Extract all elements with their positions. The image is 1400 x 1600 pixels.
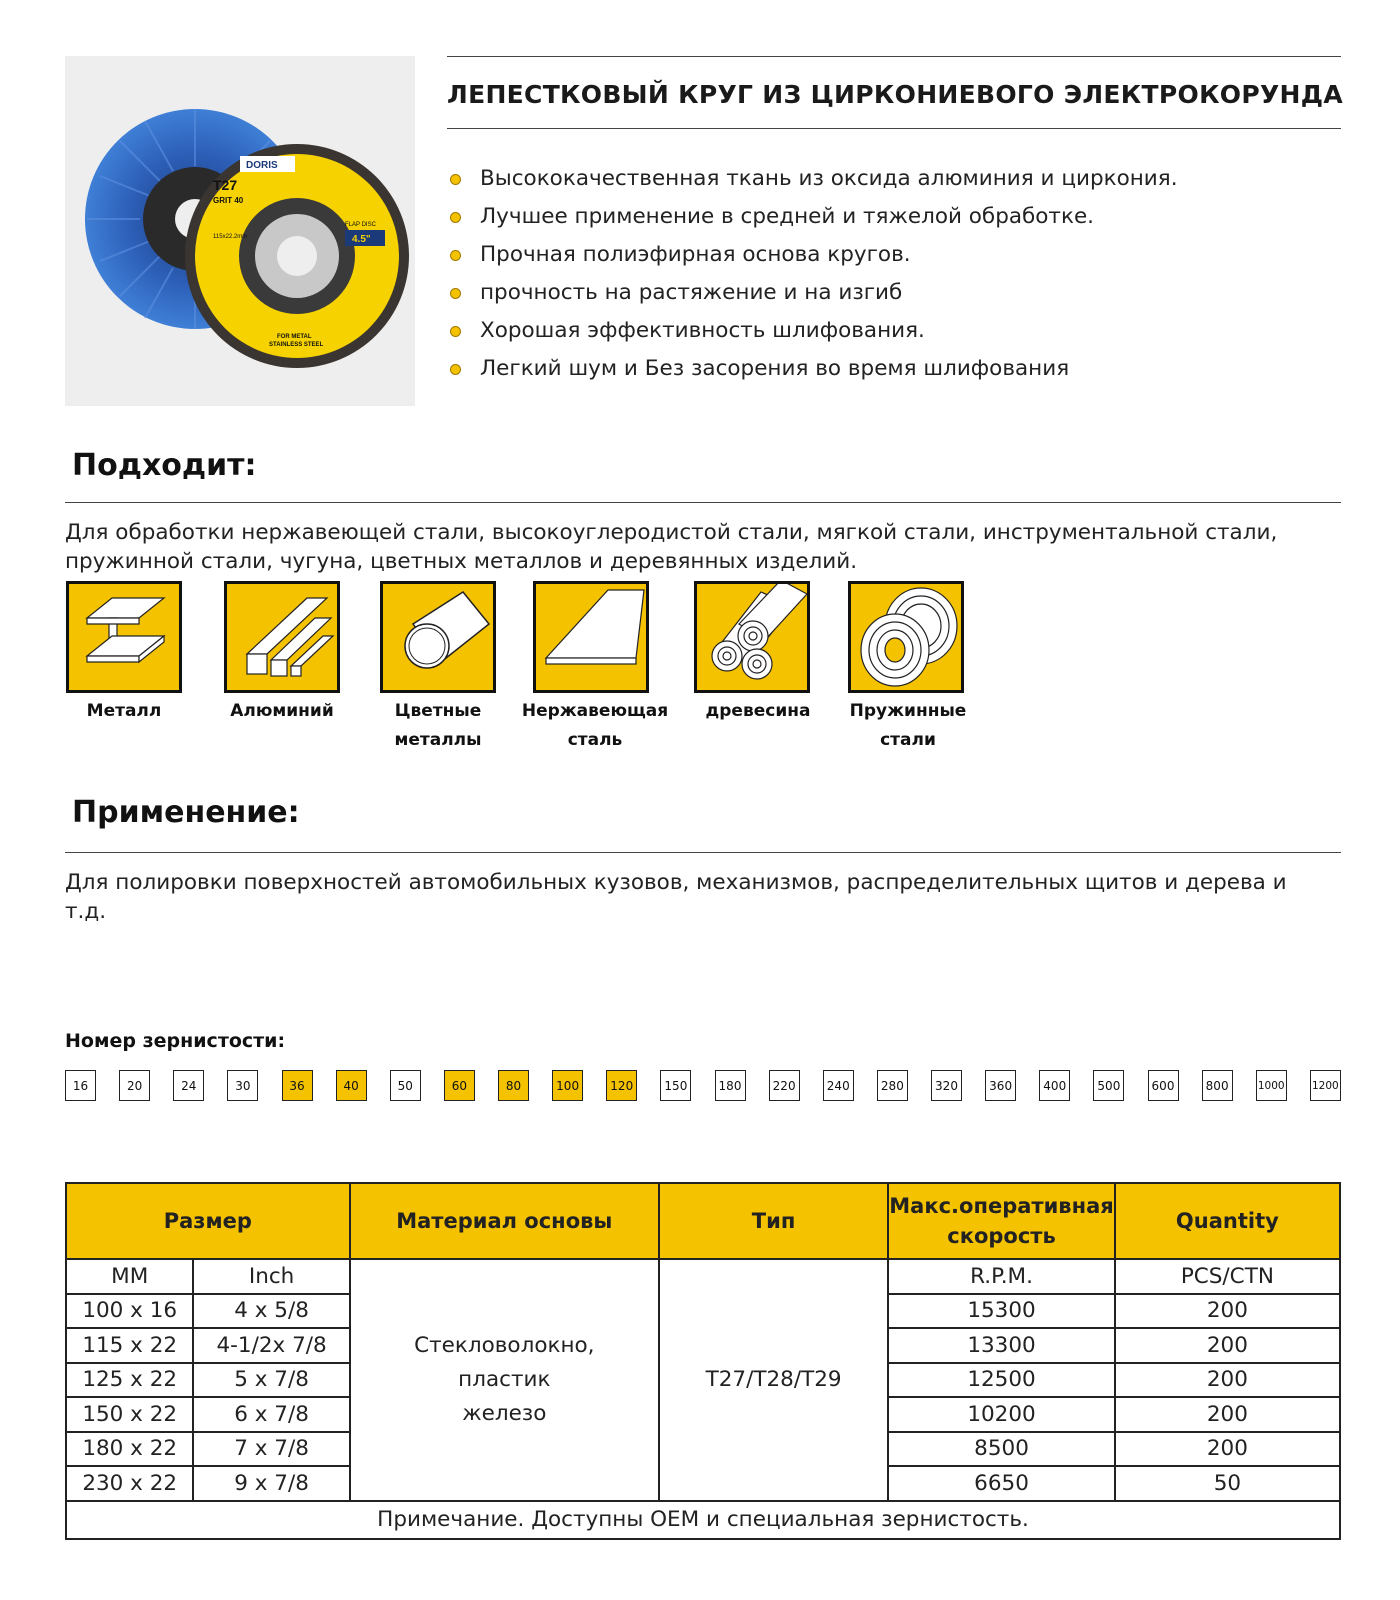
application-title: Применение: (72, 795, 300, 830)
grit-220: 220 (769, 1070, 800, 1101)
grit-600: 600 (1148, 1070, 1179, 1101)
cell-inch: 9 x 7/8 (193, 1466, 349, 1501)
cell-inch: 4-1/2x 7/8 (193, 1328, 349, 1363)
feature-list (450, 160, 1178, 388)
cell-mm: 150 x 22 (66, 1397, 193, 1432)
header-speed: Макс.оперативная скорость (888, 1183, 1114, 1259)
cell-qty: 200 (1115, 1363, 1340, 1398)
feature-item (450, 160, 1178, 198)
cell-mm: 230 x 22 (66, 1466, 193, 1501)
grit-400: 400 (1039, 1070, 1070, 1101)
cell-inch: 6 x 7/8 (193, 1397, 349, 1432)
feature-text: Прочная полиэфирная основа кругов. (480, 242, 911, 267)
material-label-metal: Металл (86, 701, 162, 721)
grit-36: 36 (282, 1070, 313, 1101)
i-beam-icon (66, 581, 182, 693)
feature-text: Высококачественная ткань из оксида алюминия и циркония. (480, 166, 1178, 191)
unit-rpm: R.P.M. (888, 1259, 1114, 1294)
cell-inch: 7 x 7/8 (193, 1432, 349, 1467)
grit-list (65, 1070, 1341, 1101)
grit-120: 120 (606, 1070, 637, 1101)
bullet-icon (450, 326, 461, 337)
svg-text:4.5": 4.5" (352, 234, 371, 245)
suitable-text-line2: пружинной стали, чугуна, цветных металлов и деревянных изделий. (65, 549, 858, 574)
cell-rpm: 13300 (888, 1328, 1114, 1363)
grit-40: 40 (336, 1070, 367, 1101)
spec-table (65, 1182, 1341, 1540)
unit-inch: Inch (193, 1259, 349, 1294)
cell-rpm: 15300 (888, 1294, 1114, 1329)
application-text-line1: Для полировки поверхностей автомобильных кузовов, механизмов, распределительных щитов и дерева и (65, 870, 1287, 895)
grit-100: 100 (552, 1070, 583, 1101)
cell-rpm: 12500 (888, 1363, 1114, 1398)
svg-text:STAINLESS STEEL: STAINLESS STEEL (269, 342, 324, 348)
bullet-icon (450, 288, 461, 299)
cell-mm: 100 x 16 (66, 1294, 193, 1329)
pipe-icon (380, 581, 496, 693)
grit-800: 800 (1202, 1070, 1233, 1101)
material-label-spring-steel: Пружинные стали (849, 701, 967, 750)
suitable-divider (65, 502, 1341, 503)
grit-150: 150 (660, 1070, 691, 1101)
product-image (65, 56, 415, 406)
header-size: Размер (66, 1183, 350, 1259)
table-note: Примечание. Доступны OEM и специальная зернистость. (66, 1501, 1340, 1539)
feature-text: Легкий шум и Без засорения во время шлифования (480, 356, 1070, 381)
svg-text:FOR METAL: FOR METAL (277, 334, 312, 340)
grit-500: 500 (1093, 1070, 1124, 1101)
grit-240: 240 (823, 1070, 854, 1101)
header-material: Материал основы (350, 1183, 659, 1259)
svg-text:115x22.2mm: 115x22.2mm (213, 234, 248, 240)
feature-item (450, 236, 1178, 274)
material-cell: Стекловолокно, пластик железо (350, 1259, 659, 1501)
product-title: ЛЕПЕСТКОВЫЙ КРУГ ИЗ ЦИРКОНИЕВОГО ЭЛЕКТРОКОРУНДА (447, 80, 1343, 109)
cell-mm: 125 x 22 (66, 1363, 193, 1398)
feature-text: Лучшее применение в средней и тяжелой обработке. (480, 204, 1094, 229)
grit-16: 16 (65, 1070, 96, 1101)
header-bottom-divider (447, 128, 1341, 129)
suitable-text-line1: Для обработки нержавеющей стали, высокоуглеродистой стали, мягкой стали, инструментальной стали, (65, 520, 1278, 545)
cell-qty: 200 (1115, 1432, 1340, 1467)
unit-pcs: PCS/CTN (1115, 1259, 1340, 1294)
grit-title: Номер зернистости: (65, 1030, 286, 1052)
grit-80: 80 (498, 1070, 529, 1101)
grit-30: 30 (227, 1070, 258, 1101)
cell-mm: 115 x 22 (66, 1328, 193, 1363)
unit-mm: MM (66, 1259, 193, 1294)
feature-text: Хорошая эффективность шлифования. (480, 318, 925, 343)
material-label-nonferrous: Цветные металлы (394, 701, 482, 750)
type-cell: T27/T28/T29 (659, 1259, 888, 1501)
cell-rpm: 6650 (888, 1466, 1114, 1501)
cell-qty: 200 (1115, 1328, 1340, 1363)
feature-item (450, 274, 1178, 312)
feature-item (450, 198, 1178, 236)
grit-180: 180 (715, 1070, 746, 1101)
cell-inch: 5 x 7/8 (193, 1363, 349, 1398)
steel-sheet-icon (533, 581, 649, 693)
header-type: Тип (659, 1183, 888, 1259)
material-label-wood: древесина (705, 701, 811, 721)
bullet-icon (450, 174, 461, 185)
cell-inch: 4 x 5/8 (193, 1294, 349, 1329)
flap-disc-illustration (65, 56, 415, 406)
grit-20: 20 (119, 1070, 150, 1101)
feature-item (450, 350, 1178, 388)
header-top-divider (447, 56, 1341, 57)
bullet-icon (450, 364, 461, 375)
grit-24: 24 (173, 1070, 204, 1101)
steel-coil-icon (848, 581, 964, 693)
cell-rpm: 10200 (888, 1397, 1114, 1432)
feature-text: прочность на растяжение и на изгиб (480, 280, 903, 305)
svg-text:T27: T27 (213, 177, 238, 193)
wood-logs-icon (694, 581, 810, 693)
suitable-title: Подходит: (72, 448, 257, 483)
grit-360: 360 (985, 1070, 1016, 1101)
aluminum-profile-icon (224, 581, 340, 693)
grit-50: 50 (390, 1070, 421, 1101)
cell-rpm: 8500 (888, 1432, 1114, 1467)
svg-text:DORIS: DORIS (246, 160, 278, 171)
material-label-aluminum: Алюминий (230, 701, 334, 721)
grit-280: 280 (877, 1070, 908, 1101)
cell-qty: 200 (1115, 1397, 1340, 1432)
svg-text:FLAP DISC: FLAP DISC (345, 222, 376, 228)
cell-qty: 50 (1115, 1466, 1340, 1501)
cell-qty: 200 (1115, 1294, 1340, 1329)
bullet-icon (450, 212, 461, 223)
application-text-line2: т.д. (65, 899, 107, 924)
grit-1000: 1000 (1256, 1070, 1287, 1101)
grit-1200: 1200 (1310, 1070, 1341, 1101)
grit-320: 320 (931, 1070, 962, 1101)
material-label-stainless: Нержавеющая сталь (521, 701, 669, 750)
feature-item (450, 312, 1178, 350)
grit-60: 60 (444, 1070, 475, 1101)
header-quantity: Quantity (1115, 1183, 1340, 1259)
svg-text:GRIT 40: GRIT 40 (213, 196, 244, 205)
application-divider (65, 852, 1341, 853)
cell-mm: 180 x 22 (66, 1432, 193, 1467)
bullet-icon (450, 250, 461, 261)
